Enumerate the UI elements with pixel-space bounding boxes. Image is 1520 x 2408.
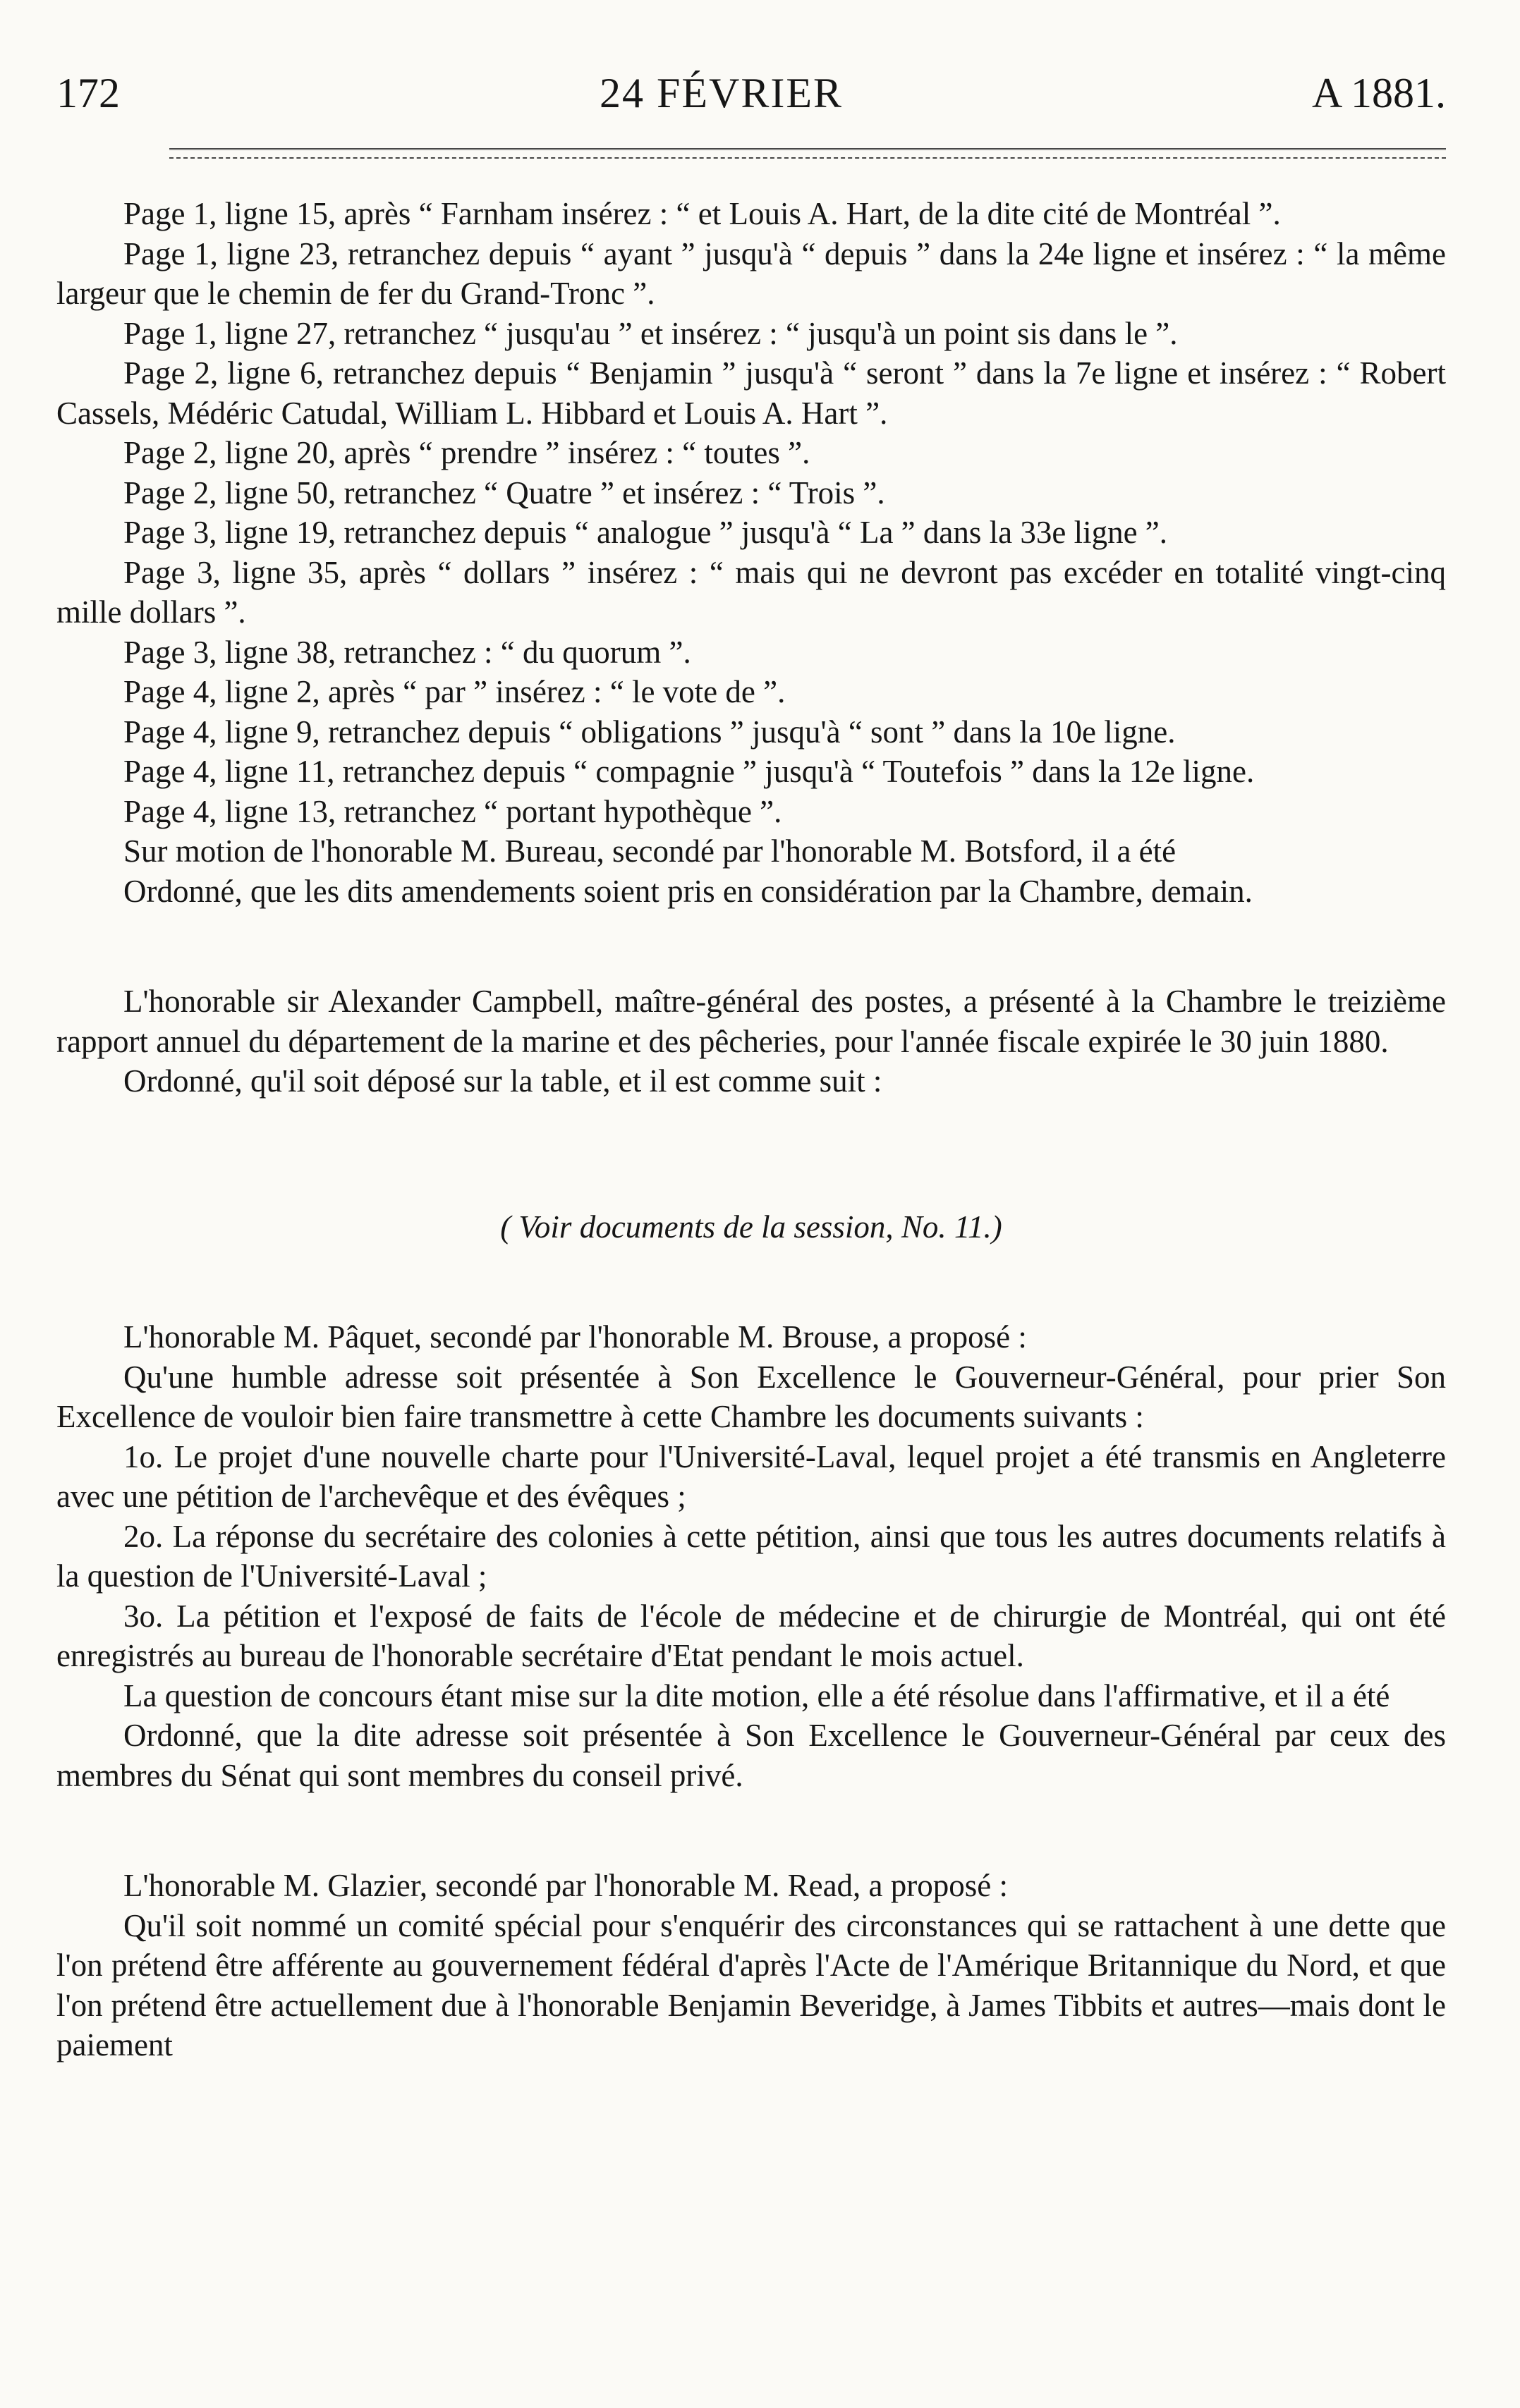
amendment-12: Page 4, ligne 11, retranchez depuis “ compagnie ” jusqu'à “ Toutefois ” dans la 12e ligne. (123, 754, 1255, 789)
comite-special: Qu'il soit nommé un comité spécial pour s'enquérir des circonstances qui se rattachent à une dette que l'on prétend être afférente au gouvernement fédéral d'après l'Acte de l'Amérique Britannique du Nord, et que l'on prétend être actuellement due à l'honorable Benjamin Beveridge, à James Tibbits et autres—mais dont le paiement (56, 1907, 1446, 2062)
amendment-11: Page 4, ligne 9, retranchez depuis “ obligations ” jusqu'à “ sont ” dans la 10e ligne. (123, 714, 1176, 750)
amendment-4: Page 2, ligne 6, retranchez depuis “ Benjamin ” jusqu'à “ seront ” dans la 7e ligne et insérez : “ Robert Cassels, Médéric Catudal, William L. Hibbard et Louis A. Hart ”. (56, 355, 1446, 431)
ordonne-adresse: Ordonné, que la dite adresse soit présentée à Son Excellence le Gouverneur-Général par ceux des membres du Sénat qui sont membres du conseil privé. (56, 1718, 1446, 1793)
page-header (56, 42, 1460, 127)
document-item-1: 1o. Le projet d'une nouvelle charte pour l'Université-Laval, lequel projet a été transmis en Angleterre avec une pétition de l'archevêque et des évêques ; (56, 1438, 1446, 1514)
document-item-3: 3o. La pétition et l'exposé de faits de l'école de médecine et de chirurgie de Montréal, qui ont été enregistrés au bureau de l'honorable secrétaire d'Etat pendant le mois actuel. (56, 1598, 1446, 1673)
motion-paquet: L'honorable M. Pâquet, secondé par l'honorable M. Brouse, a proposé : (123, 1319, 1027, 1355)
header-rule (169, 148, 1446, 159)
motion-glazier: L'honorable M. Glazier, secondé par l'honorable M. Read, a proposé : (123, 1868, 1009, 1903)
page-body (56, 194, 1446, 2065)
campbell-rapport: L'honorable sir Alexander Campbell, maître-général des postes, a présenté à la Chambre le treizième rapport annuel du département de la marine et des pêcheries, pour l'année fiscale expirée le 30 juin 1880. (56, 984, 1446, 1059)
amendment-9: Page 3, ligne 38, retranchez : “ du quorum ”. (123, 634, 691, 670)
ordonne-amendements: Ordonné, que les dits amendements soient pris en considération par la Chambre, demain. (123, 873, 1253, 909)
page-year: A 1881. (1311, 70, 1446, 116)
ordonne-depose: Ordonné, qu'il soit déposé sur la table, et il est comme suit : (123, 1063, 882, 1099)
amendment-5: Page 2, ligne 20, après “ prendre ” insérez : “ toutes ”. (123, 435, 810, 470)
voir-documents: ( Voir documents de la session, No. 11.) (500, 1209, 1002, 1245)
amendment-2: Page 1, ligne 23, retranchez depuis “ ayant ” jusqu'à “ depuis ” dans la 24e ligne et insérez : “ la même largeur que le chemin de fer du Grand-Tronc ”. (56, 236, 1446, 311)
question-concours: La question de concours étant mise sur la dite motion, elle a été résolue dans l'affirmative, et il a été (123, 1677, 1390, 1713)
document-item-2: 2o. La réponse du secrétaire des colonies à cette pétition, ainsi que tous les autres documents relatifs à la question de l'Université-Laval ; (56, 1518, 1446, 1594)
amendment-6: Page 2, ligne 50, retranchez “ Quatre ” et insérez : “ Trois ”. (123, 475, 885, 511)
humble-adresse: Qu'une humble adresse soit présentée à Son Excellence le Gouverneur-Général, pour prier Son Excellence de vouloir bien faire transmettre à cette Chambre les documents suivants : (56, 1359, 1446, 1434)
amendment-3: Page 1, ligne 27, retranchez “ jusqu'au ” et insérez : “ jusqu'à un point sis dans le ”. (123, 315, 1178, 351)
amendment-10: Page 4, ligne 2, après “ par ” insérez : “ le vote de ”. (123, 674, 786, 709)
amendment-8: Page 3, ligne 35, après “ dollars ” insérez : “ mais qui ne devront pas excéder en totalité vingt-cinq mille dollars ”. (56, 554, 1446, 630)
amendment-1: Page 1, ligne 15, après “ Farnham insérez : “ et Louis A. Hart, de la dite cité de Montréal ”. (123, 196, 1281, 231)
document-page (56, 42, 1460, 2383)
page-date: 24 FÉVRIER (600, 70, 844, 116)
amendment-13: Page 4, ligne 13, retranchez “ portant hypothèque ”. (123, 793, 782, 829)
amendment-7: Page 3, ligne 19, retranchez depuis “ analogue ” jusqu'à “ La ” dans la 33e ligne ”. (123, 515, 1168, 550)
page-number: 172 (56, 70, 120, 116)
motion-bureau: Sur motion de l'honorable M. Bureau, secondé par l'honorable M. Botsford, il a été (123, 833, 1177, 869)
